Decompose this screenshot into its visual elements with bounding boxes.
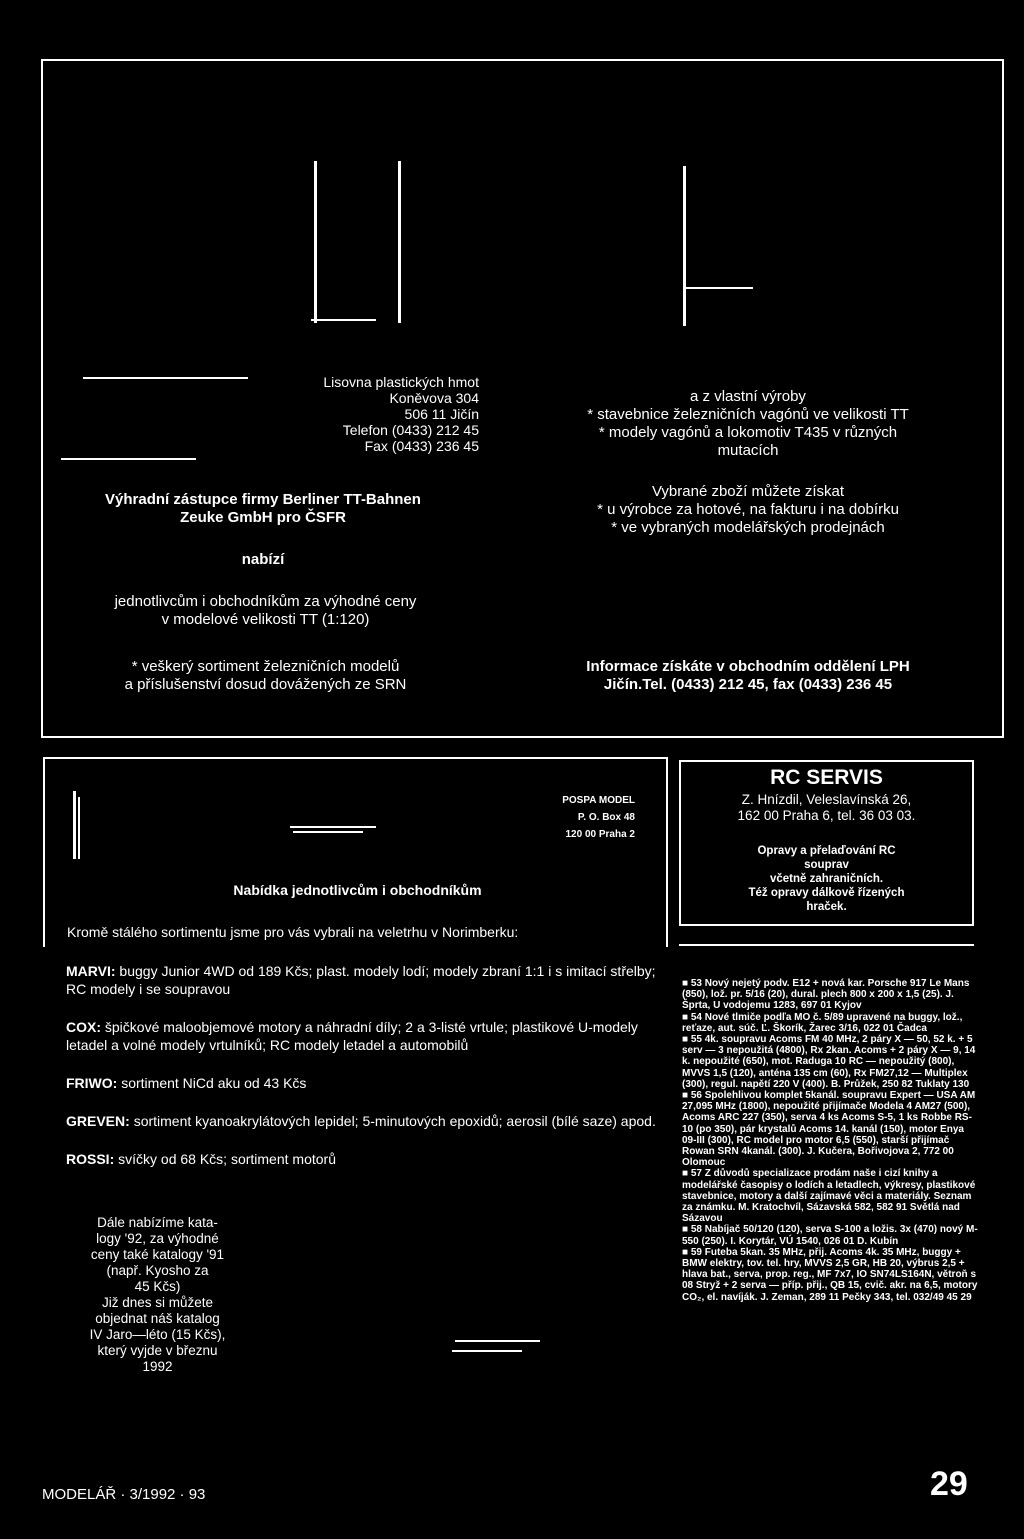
offers-label: nabízí	[241, 551, 285, 568]
divider	[679, 944, 974, 946]
magazine-footer: MODELÁŘ · 3/1992 · 93	[42, 1486, 206, 1503]
classified-item: ■ 58 Nabíjač 50/120 (120), serva S-100 a ložis. 3x (470) nový M-550 (250). I. Korytár, VÚ 1540, 026 01 D. Kubín	[682, 1224, 980, 1246]
divider	[61, 458, 196, 460]
own-production: a z vlastní výroby * stavebnice železničních vagónů ve velikosti TT * modely vagónů a lokomotiv T435 v různých mutacích	[587, 388, 909, 459]
pospa-address: POSPA MODEL P. O. Box 48 120 00 Praha 2	[562, 795, 635, 840]
logo-line	[683, 166, 686, 326]
pospa-ad	[43, 757, 668, 947]
logo-line	[293, 831, 363, 833]
rc-servis-ad	[679, 760, 974, 926]
divider	[83, 377, 248, 379]
pospa-items	[66, 962, 656, 1168]
page-number: 29	[930, 1465, 968, 1503]
logo-line	[78, 797, 80, 859]
classified-item: ■ 55 4k. soupravu Acoms FM 40 MHz, 2 páry X — 50, 52 k. + 5 serv — 3 nepoužitá (4800), Rx 2kan. Acoms + 2 páry X — 9, 14 k. nepoužité (650), mot. Raduga 10 RC — nepoužitý (800), MVVS 1,5 (120), anténa 135 cm (60), Rx FM27,12 — Multiplex (300), regul. napětí 220 V (400). B. Průžek, 250 82 Tuklaty 130	[682, 1034, 980, 1090]
classified-item: ■ 56 Spolehlivou komplet 5kanál. soupravu Expert — USA AM 27,095 MHz (1800), nepoužité přijímače Modela 4 AM27 (500), Acoms ARC 227 (350), serva 4 ks Acoms S-5, 1 ks Robbe RS-10 (po 350), pár krystalů Acoms 14. kanál (150), motor Enya 09-III (300), RC model pro motor 6,5 (550), starší přijímač Rowan SRN 4kanál. (300). J. Kučera, Bořivojova 2, 772 00 Olomouc	[682, 1090, 980, 1168]
classified-item: ■ 54 Nové tlmiče podľa MO č. 5/89 upravené na buggy, lož., reťaze, aut. súč. Ľ. Škorík, Žarec 3/16, 022 01 Čadca	[682, 1012, 980, 1034]
pospa-intro: Kromě stálého sortimentu jsme pro vás vybrali na veletrhu v Norimberku:	[67, 924, 519, 940]
rc-servis-services: Opravy a přelaďování RC souprav včetně zahraničních. Též opravy dálkově řízených hraček.	[748, 845, 905, 913]
classified-item: ■ 59 Futeba 5kan. 35 MHz, přij. Acoms 4k. 35 MHz, buggy + BMW elektry, tov. tel. hry, MVVS 2,5 GR, HB 20, výbrus 2,5 + hlava bat., serva, prop. reg., MF 7x7, IO SN74LS164N, větroň s 08 Stryž + 2 serva — příp. přij., QB 15, cvič. akr. na 6,5, motory CO₂, el. navíják. J. Zeman, 289 11 Pečky 343, tel. 032/49 45 29	[682, 1247, 980, 1303]
pospa-item: ROSSI: svíčky od 68 Kčs; sortiment motorů	[66, 1151, 336, 1167]
offer-bullet: * veškerý sortiment železničních modelů a příslušenství dosud dovážených ze SRN	[124, 658, 407, 693]
pospa-heading: Nabídka jednotlivcům i obchodníkům	[233, 882, 482, 898]
logo-line	[398, 161, 401, 323]
logo-line	[73, 791, 76, 859]
rep-title: Výhradní zástupce firmy Berliner TT-Bahnen Zeuke GmbH pro ČSFR	[105, 491, 421, 526]
classified-item: ■ 53 Nový nejetý podv. E12 + nová kar. Porsche 917 Le Mans (850), lož. pr. 5/16 (20), dural. plech 800 x 200 x 1,5 (25). J. Šprta, U vodojemu 1283, 697 01 Kyjov	[682, 978, 980, 1012]
top-ad	[41, 59, 1004, 738]
pospa-item: GREVEN: sortiment kyanoakrylátových lepidel; 5-minutových epoxidů; aerosil (bílé saze) apod.	[66, 1113, 656, 1129]
purchase-info: Vybrané zboží můžete získat * u výrobce za hotové, na fakturu i na dobírku * ve vybraných modelářských prodejnách	[597, 483, 899, 536]
rc-servis-address: Z. Hnízdil, Veleslavínská 26, 162 00 Praha 6, tel. 36 03 03.	[737, 792, 916, 823]
classifieds	[682, 978, 980, 1303]
classified-item: ■ 57 Z důvodů specializace prodám naše i cizí knihy a modelářské časopisy o lodích a letadlech, výkresy, plastikové stavebnice, motory a další zajímavé věci a materiály. Seznam za známku. M. Kratochvíl, Sázavská 582, 582 91 Světlá nad Sázavou	[682, 1168, 980, 1224]
logo-line	[290, 826, 376, 828]
logo-line	[452, 1350, 522, 1352]
pospa-item: MARVI: buggy Junior 4WD od 189 Kčs; plast. modely lodí; modely zbraní 1:1 i s imitací střelby; RC modely i se soupravou	[66, 963, 656, 997]
logo-line	[314, 161, 317, 323]
logo-line	[455, 1340, 540, 1342]
contact-info: Informace získáte v obchodním oddělení LPH Jičín.Tel. (0433) 212 45, fax (0433) 236 45	[586, 658, 910, 693]
company-block: Lisovna plastických hmot Koněvova 304 506 11 Jičín Telefon (0433) 212 45 Fax (0433) 236 45	[323, 374, 479, 454]
logo-line	[683, 287, 753, 289]
pospa-item: FRIWO: sortiment NiCd aku od 43 Kčs	[66, 1075, 307, 1091]
rc-servis-title: RC SERVIS	[770, 766, 883, 789]
logo-line	[311, 319, 376, 321]
pospa-catalog: Dále nabízíme kata- logy '92, za výhodné ceny také katalogy '91 (např. Kyosho za 45 Kčs) Již dnes si můžete objednat náš katalog IV Jaro—léto (15 Kčs), který vyjde v březnu 1992	[89, 1215, 226, 1374]
offer-text: jednotlivcům i obchodníkům za výhodné ceny v modelové velikosti TT (1:120)	[114, 593, 417, 628]
pospa-item: COX: špičkové maloobjemové motory a náhradní díly; 2 a 3-listé vrtule; plastikové U-modely letadel a volné modely vrtulníků; RC modely letadel a automobilů	[66, 1019, 638, 1053]
